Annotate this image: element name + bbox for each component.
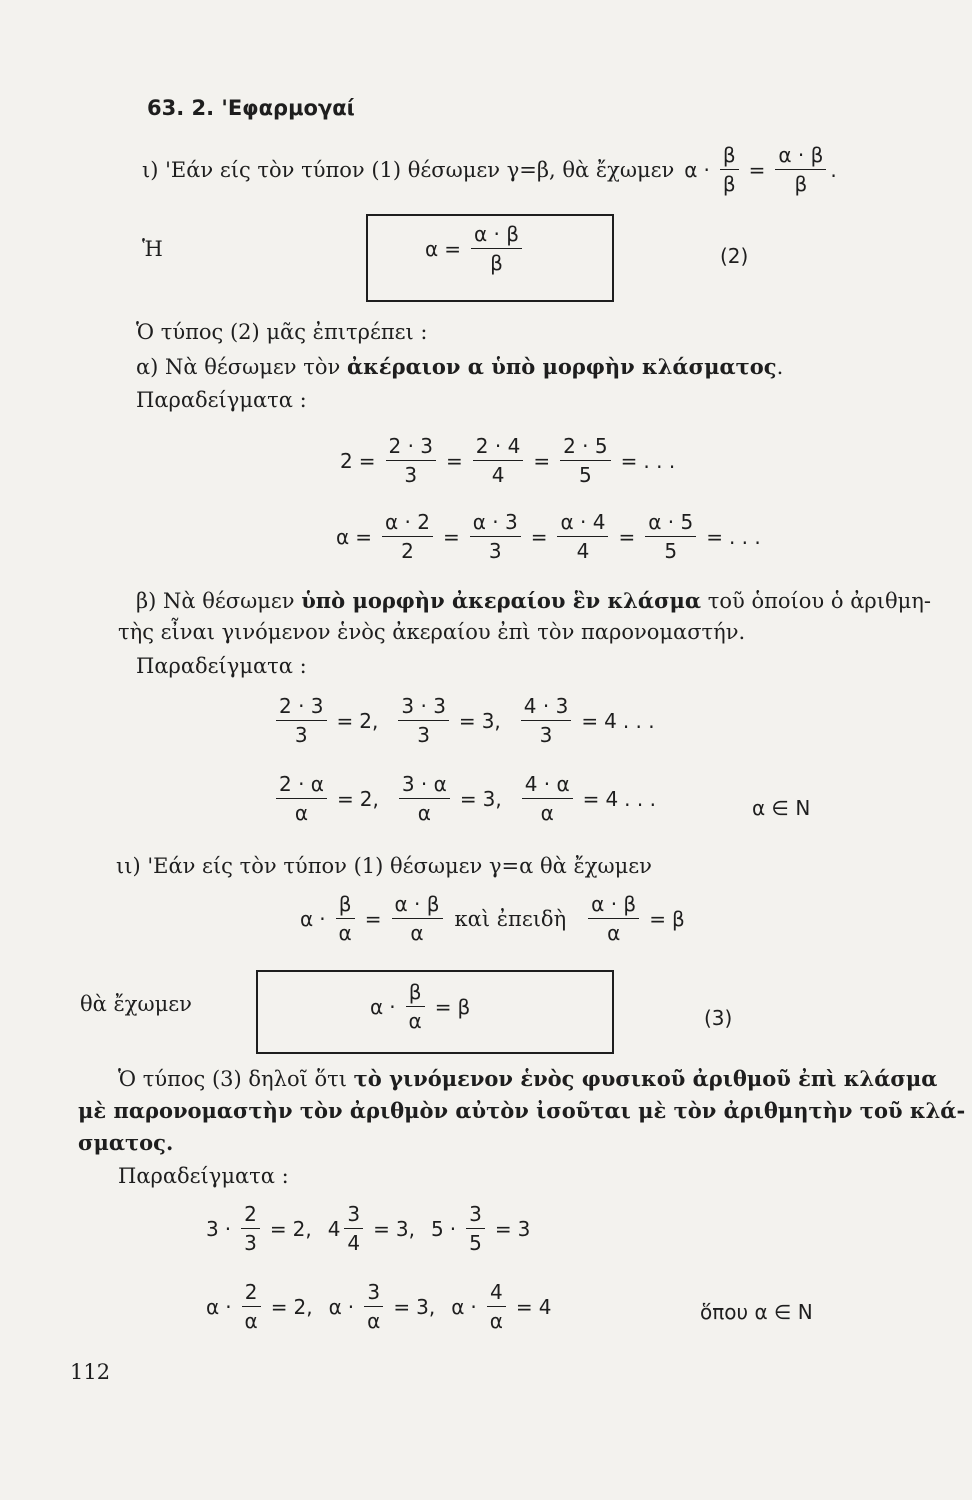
factor: 5 xyxy=(431,1216,444,1241)
result: 3 xyxy=(482,786,496,811)
formula2-prefix: Ἡ xyxy=(142,237,163,261)
examples-label-3: Παραδείγματα : xyxy=(118,1164,289,1188)
denominator: 3 xyxy=(294,723,308,747)
case1-f2-numerator: α · β xyxy=(775,143,826,170)
ex1-row1-frac-3 xyxy=(560,434,611,487)
case2-fraction-3 xyxy=(588,892,639,945)
alpha-item-tail: . xyxy=(776,355,784,379)
numerator: 2 xyxy=(242,1280,261,1307)
numerator: 2 xyxy=(241,1202,260,1229)
formula3-dot: · xyxy=(389,994,396,1019)
numerator: α · 4 xyxy=(557,510,608,537)
ex1-row2: α = $\frac{\alpha \cdot 2}{2}$ = $\frac{\alpha \cdot 3}{3}$ = $\frac{\alpha \cdot 4}{4}$ = $\frac{\alpha \cdot 5}{5}$ = . . . xyxy=(336,510,761,563)
denominator: 5 xyxy=(578,463,592,487)
numerator: β xyxy=(336,892,355,919)
statement-line2: μὲ παρονομαστὴν τὸν ἀριθμὸν αὐτὸν ἰσοῦται μὲ τὸν ἀριθμητὴν τοῦ κλά- xyxy=(78,1098,966,1123)
ex1-row2-frac-4 xyxy=(645,510,696,563)
case2-fraction-1 xyxy=(336,892,355,945)
denominator: α xyxy=(367,1309,381,1333)
ex3-condition: ὅπου α ∈ N xyxy=(700,1300,813,1324)
denominator: 4 xyxy=(347,1231,361,1255)
formula2-equals: = xyxy=(444,236,461,261)
examples-label-2: Παραδείγματα : xyxy=(136,654,307,678)
ex2-row2-frac-2 xyxy=(399,772,450,825)
result: 3 xyxy=(395,1216,409,1241)
formula2-numerator: α · β xyxy=(471,222,522,249)
numerator: 2 · 3 xyxy=(386,434,437,461)
result: 2 xyxy=(292,1216,306,1241)
ex1-row1: 2 = $\frac{2 \cdot 3}{3}$ = $\frac{2 \cdot 4}{4}$ = $\frac{2 \cdot 5}{5}$ = . . . xyxy=(340,434,676,487)
denominator: 3 xyxy=(244,1231,257,1255)
ex2-row1-frac-3 xyxy=(521,694,572,747)
ex1-row1-ellipsis: . . . xyxy=(643,448,676,473)
result: 3 xyxy=(481,708,495,733)
case2-line: ιι) 'Εάν είς τὸν τύπον (1) θέσωμεν γ=α θὰ ἔχωμεν xyxy=(116,854,652,878)
denominator: 5 xyxy=(664,539,678,563)
ex1-row2-frac-2 xyxy=(470,510,521,563)
numerator: α · β xyxy=(392,892,443,919)
ex2-row1-ellipsis: . . . xyxy=(622,708,655,733)
formula2-lhs: α xyxy=(425,236,439,261)
formula2-equation xyxy=(425,222,526,275)
case2-alpha: α xyxy=(300,906,314,931)
result: 3 xyxy=(517,1216,531,1241)
beta-item-lead: β) Νὰ θέσωμεν xyxy=(136,589,302,613)
denominator: α xyxy=(408,1009,422,1033)
ex1-row1-frac-2 xyxy=(473,434,524,487)
numerator: 4 xyxy=(487,1280,506,1307)
case1-f1-denominator: β xyxy=(722,172,736,196)
result: 4 xyxy=(538,1294,552,1319)
factor: 3 xyxy=(206,1216,219,1241)
case2-equation: α · $\frac{\beta}{\alpha}$ = $\frac{\alpha \cdot \beta}{\alpha}$ καὶ ἐπειδὴ $\frac{\alpha \cdot \beta}{\alpha}$ = β xyxy=(300,892,685,945)
statement-line1 xyxy=(118,1066,937,1091)
denominator: α xyxy=(607,921,621,945)
statement-line3: σματος. xyxy=(78,1130,174,1155)
case1-equals: = xyxy=(748,157,766,182)
case1-period: . xyxy=(830,157,837,182)
numerator: 3 · α xyxy=(399,772,450,799)
factor: α xyxy=(451,1294,465,1319)
numerator: α · 2 xyxy=(382,510,433,537)
numerator: 4 · 3 xyxy=(521,694,572,721)
case2-dot: · xyxy=(319,906,326,931)
case1-f1-numerator: β xyxy=(720,143,739,170)
ex1-row1-frac-1 xyxy=(386,434,437,487)
alpha-item-bold: ἀκέραιον α ὑπὸ μορφὴν κλάσματος xyxy=(346,354,777,379)
ex2-row2-ellipsis: . . . xyxy=(624,786,656,811)
formula3-prefix: θὰ ἔχωμεν xyxy=(80,992,192,1016)
denominator: 3 xyxy=(539,723,553,747)
ex3-row2-frac-3 xyxy=(487,1280,506,1333)
formula3-fraction xyxy=(406,980,425,1033)
beta-item-tail: τοῦ ὁποίου ὁ ἀριθμη- xyxy=(701,589,931,613)
ex3-row2-frac-1 xyxy=(242,1280,261,1333)
alpha-item xyxy=(136,354,783,379)
numerator: α · 5 xyxy=(645,510,696,537)
result: 3 xyxy=(416,1294,429,1319)
beta-item-line2: τὴς εἶναι γινόμενον ἑνὸς ἀκεραίου ἐπὶ τὸν παρονομαστήν. xyxy=(118,620,746,644)
alpha-item-lead: α) Νὰ θέσωμεν τὸν xyxy=(136,355,347,379)
ex2-row2: $\frac{2 \cdot \alpha}{\alpha}$ = 2 , $\frac{3 \cdot \alpha}{\alpha}$ = 3 , $\frac{4 \cdot \alpha}{\alpha}$ = 4 . . . xyxy=(272,772,656,825)
denominator: α xyxy=(540,801,554,825)
beta-item xyxy=(136,588,931,613)
formula3-label: (3) xyxy=(704,1006,733,1030)
formula3-equals: = xyxy=(434,994,452,1019)
result: 4 xyxy=(605,786,619,811)
denominator: α xyxy=(417,801,431,825)
ex3-row1-frac-1 xyxy=(241,1202,260,1255)
case1-text: ι) 'Εάν είς τὸν τύπον (1) θέσωμεν γ=β, θὰ ἔχωμεν xyxy=(142,157,675,182)
denominator: α xyxy=(244,1309,258,1333)
denominator: α xyxy=(294,801,309,825)
formula3-alpha: α xyxy=(370,994,384,1019)
case1-alpha: α xyxy=(684,157,698,182)
ex1-row2-ellipsis: . . . xyxy=(728,524,761,549)
statement-bold1: τὸ γινόμενον ἑνὸς φυσικοῦ ἀριθμοῦ ἐπὶ κλάσμα xyxy=(353,1066,938,1091)
numerator: α · β xyxy=(588,892,639,919)
denominator: α xyxy=(410,921,424,945)
case2-kai-epeidi: καὶ ἐπειδὴ xyxy=(454,906,567,931)
numerator: 3 xyxy=(364,1280,383,1307)
numerator: 2 · 5 xyxy=(560,434,611,461)
denominator: α xyxy=(489,1309,503,1333)
ex1-row2-frac-3 xyxy=(557,510,608,563)
denominator: 3 xyxy=(488,539,502,563)
section-heading: 63. 2. 'Εφαρμογαί xyxy=(147,96,355,120)
denominator: 3 xyxy=(404,463,418,487)
result: 2 xyxy=(359,708,373,733)
ex3-row1: 3 · $\frac{2}{3}$ = 2 , 4 $\frac{3}{4}$ = 3 , 5 · $\frac{3}{5}$ = 3 xyxy=(206,1202,531,1255)
ex2-row2-frac-1 xyxy=(276,772,327,825)
page-number: 112 xyxy=(70,1360,111,1384)
examples-label-1: Παραδείγματα : xyxy=(136,388,307,412)
denominator: 4 xyxy=(491,463,505,487)
formula3-equation xyxy=(370,980,470,1033)
numerator: 4 · α xyxy=(522,772,573,799)
numerator: 2 · 3 xyxy=(276,694,327,721)
factor: α xyxy=(206,1294,220,1319)
case1-line xyxy=(142,143,837,196)
ex2-row1-frac-2 xyxy=(398,694,449,747)
statement-lead: Ὁ τύπος (3) δηλοῖ ὅτι xyxy=(118,1067,354,1091)
result: 2 xyxy=(293,1294,307,1319)
ex3-row2: α · $\frac{2}{\alpha}$ = 2 , α · $\frac{3}{\alpha}$ = 3 , α · $\frac{4}{\alpha}$ = 4 xyxy=(206,1280,552,1333)
ex3-row1-frac-3 xyxy=(466,1202,485,1255)
case1-fraction-1 xyxy=(720,143,739,196)
ex1-row2-frac-1 xyxy=(382,510,433,563)
numerator: 3 xyxy=(344,1202,363,1229)
ex2-condition: α ∈ N xyxy=(752,796,811,820)
denominator: 3 xyxy=(417,723,431,747)
ex2-row1-frac-1 xyxy=(276,694,327,747)
case1-f2-denominator: β xyxy=(794,172,808,196)
denominator: 4 xyxy=(576,539,590,563)
denominator: 2 xyxy=(401,539,414,563)
ex1-row1-lhs: 2 xyxy=(340,448,353,473)
factor: α xyxy=(328,1294,342,1319)
case2-rhs: β xyxy=(671,906,685,931)
numerator: 2 · 4 xyxy=(473,434,524,461)
formula2-label: (2) xyxy=(720,244,749,268)
beta-item-bold: ὑπὸ μορφὴν ἀκεραίου ἓν κλάσμα xyxy=(301,588,702,613)
formula2-denominator: β xyxy=(490,251,503,275)
allows-line: Ὁ τύπος (2) μᾶς ἐπιτρέπει : xyxy=(136,320,428,344)
numerator: 3 · 3 xyxy=(398,694,449,721)
denominator: 5 xyxy=(469,1231,482,1255)
ex2-row2-frac-3 xyxy=(522,772,573,825)
denominator: α xyxy=(338,921,352,945)
case2-equals: = xyxy=(364,906,382,931)
case1-fraction-2 xyxy=(775,143,826,196)
case2-fraction-2 xyxy=(392,892,443,945)
ex3-row1-frac-2 xyxy=(344,1202,363,1255)
ex2-row1: $\frac{2 \cdot 3}{3}$ = 2 , $\frac{3 \cdot 3}{3}$ = 3 , $\frac{4 \cdot 3}{3}$ = 4 . . . xyxy=(272,694,655,747)
numerator: 3 xyxy=(466,1202,485,1229)
numerator: 2 · α xyxy=(276,772,327,799)
result: 2 xyxy=(359,786,373,811)
numerator: α · 3 xyxy=(470,510,521,537)
numerator: β xyxy=(406,980,425,1007)
formula3-rhs: β xyxy=(457,994,471,1019)
ex3-row2-frac-2 xyxy=(364,1280,383,1333)
result: 4 xyxy=(604,708,617,733)
formula2-fraction xyxy=(471,222,522,275)
factor: 4 xyxy=(327,1216,341,1241)
case1-dot: · xyxy=(703,157,710,182)
ex1-row2-lhs: α xyxy=(336,524,350,549)
